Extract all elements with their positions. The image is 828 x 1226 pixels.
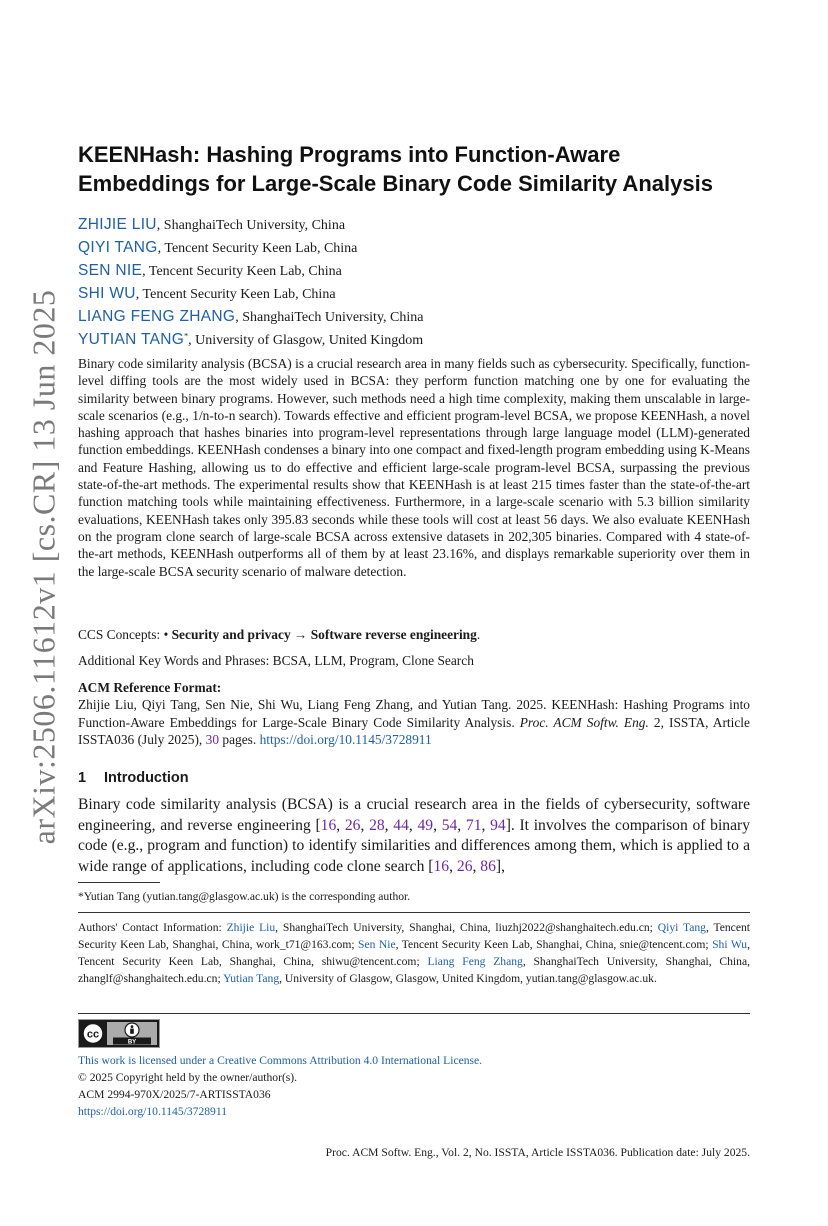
author-affiliation: , Tencent Security Keen Lab, China — [135, 287, 336, 302]
divider — [78, 912, 750, 913]
title-line-1: KEENHash: Hashing Programs into Function-Aware — [78, 142, 621, 167]
author-name[interactable]: SEN NIE — [78, 262, 143, 279]
contact-info: , University of Glasgow, Glasgow, United Kingdom, yutian.tang@glasgow.ac.uk. — [279, 972, 657, 985]
copyright-notice: © 2025 Copyright held by the owner/author(s). — [78, 1071, 298, 1084]
corresponding-author-footnote: *Yutian Tang (yutian.tang@glasgow.ac.uk) is the corresponding author. — [78, 890, 411, 903]
author-entry — [78, 214, 750, 237]
citation-link[interactable]: 86 — [480, 857, 496, 875]
contact-information — [78, 919, 750, 987]
license-block — [78, 1052, 482, 1120]
creative-commons-badge[interactable] — [78, 1019, 160, 1048]
author-affiliation: , University of Glasgow, United Kingdom — [188, 333, 424, 348]
acm-reference-heading: ACM Reference Format: — [78, 680, 222, 695]
citation-link[interactable]: 94 — [490, 816, 506, 834]
contact-info: , Tencent Security Keen Lab, Shanghai, China, shiwu@tencent.com; — [78, 938, 751, 968]
citation-link[interactable]: 49 — [417, 816, 434, 834]
author-entry — [78, 260, 750, 283]
ccs-concept: Security and privacy — [171, 627, 291, 642]
acm-reference-text — [78, 696, 750, 748]
contact-info: , ShanghaiTech University, Shanghai, China, zhanglf@shanghaitech.edu.cn; — [78, 955, 750, 985]
citation-link[interactable]: 26 — [456, 857, 473, 875]
author-affiliation: , Tencent Security Keen Lab, China — [157, 241, 358, 256]
author-affiliation: , Tencent Security Keen Lab, China — [142, 264, 342, 279]
author-entry — [78, 283, 750, 306]
license-link[interactable]: This work is licensed under a Creative Commons Attribution 4.0 International License. — [78, 1054, 483, 1067]
cc-by-icon — [79, 1020, 159, 1047]
ccs-subconcept: Software reverse engineering — [310, 627, 477, 642]
author-link[interactable]: Sen Nie — [358, 938, 396, 951]
author-entry — [78, 306, 750, 329]
author-entry — [78, 237, 750, 260]
author-list — [78, 214, 750, 352]
section-heading — [78, 770, 189, 786]
acm-reference-format — [78, 679, 750, 748]
author-affiliation: , ShanghaiTech University, China — [156, 218, 346, 233]
contact-info: , Tencent Security Keen Lab, Shanghai, China, snie@tencent.com; — [395, 938, 713, 951]
by-text: BY — [127, 1039, 137, 1046]
citation-link[interactable]: 71 — [465, 816, 482, 834]
citation-link[interactable]: 16 — [433, 857, 450, 875]
ccs-bullet: • — [163, 627, 172, 642]
author-link[interactable]: Zhijie Liu — [226, 921, 276, 934]
author-link[interactable]: Shi Wu — [712, 938, 748, 951]
intro-text: ], — [495, 857, 505, 875]
cc-text: cc — [86, 1028, 100, 1041]
citation-link[interactable]: 28 — [369, 816, 385, 834]
section-number: 1 — [78, 770, 87, 786]
intro-paragraph: Binary code similarity analysis (BCSA) is a crucial research area in the fields of cybersecurity, software engineering, and reverse engineering [16, 26, 28, 44, 49, 54, 71, 94]. It involves the comparison of binary code (e.g., program and function) to identify similarities and differences among them, which is applied to a wide range of applications, including code clone search [16, 26, 86], — [78, 796, 751, 875]
acm-ref-part: 2, ISSTA, Article ISSTA036 (July 2025), — [78, 714, 750, 747]
author-link[interactable]: Yutian Tang — [223, 972, 280, 985]
acm-ref-part: Zhijie Liu, Qiyi Tang, Sen Nie, Shi Wu, Liang Feng Zhang, and Yutian Tang. 2025. KEENHash: Hashing Programs into Function-Aware Embeddings for Large-Scale Binary Code Similarity Analysis. — [78, 697, 750, 730]
citation-link[interactable]: 44 — [393, 816, 409, 834]
intro-text: Binary code similarity analysis (BCSA) is a crucial research area in the fields of cybersecurity, software engineering, and reverse engineering [ — [78, 796, 750, 834]
contact-info: , Tencent Security Keen Lab, Shanghai, China, work_t71@163.com; — [78, 921, 750, 951]
section-title: Introduction — [104, 770, 189, 786]
page-footer: Proc. ACM Softw. Eng., Vol. 2, No. ISSTA, Article ISSTA036. Publication date: July 2025. — [325, 1146, 750, 1159]
author-entry — [78, 329, 750, 352]
corresponding-author-mark: * — [184, 331, 189, 341]
ccs-label: CCS Concepts: — [78, 627, 164, 642]
page-count-link[interactable]: 30 — [205, 731, 220, 747]
acm-ref-part: pages. — [219, 731, 260, 747]
author-link[interactable]: Liang Feng Zhang — [427, 955, 523, 968]
ccs-end: . — [476, 627, 481, 642]
ccs-arrow: → — [290, 627, 311, 642]
citation-link[interactable]: 54 — [441, 816, 458, 834]
abstract: Binary code similarity analysis (BCSA) is a crucial research area in many fields such as cybersecurity. Specifically, function-level diffing tools are the most widely used in BCSA: they perform function matching one by one for evaluating the similarity between binary programs. However, such methods need a high time complexity, making them unscalable in large-scale scenarios (e.g., 1/n-to-n search). Towards effective and efficient program-level BCSA, we propose KEENHash, a novel hashing approach that hashes binaries into program-level representations through large language model (LLM)-generated function embeddings. KEENHash condenses a binary into one compact and fixed-length program embedding using K-Means and Feature Hashing, allowing us to do effective and efficient large-scale program-level BCSA, surpassing the previous state-of-the-art methods. The experimental results show that KEENHash is at least 215 times faster than the state-of-the-art function matching tools while maintaining effectiveness. Furthermore, in a large-scale scenario with 5.3 billion similarity evaluations, KEENHash takes only 395.83 seconds while these tools will cost at least 56 days. We also evaluate KEENHash on the program clone search of large-scale BCSA across extensive datasets in 202,305 binaries. Compared with 4 state-of-the-art methods, KEENHash outperforms all of them by at least 23.16%, and displays remarkable superiority over them in the large-scale BCSA security scenario of malware detection. — [78, 356, 750, 579]
divider — [78, 1013, 750, 1014]
author-name[interactable]: YUTIAN TANG — [78, 331, 185, 348]
license-doi-link[interactable]: https://doi.org/10.1145/3728911 — [78, 1105, 228, 1118]
author-name[interactable]: LIANG FENG ZHANG — [78, 308, 236, 325]
acm-identifier: ACM 2994-970X/2025/7-ARTISSTA036 — [78, 1088, 271, 1101]
author-name[interactable]: ZHIJIE LIU — [78, 216, 157, 233]
contact-label: Authors' Contact Information: — [78, 921, 227, 934]
acm-ref-venue: Proc. ACM Softw. Eng. — [519, 714, 649, 730]
footnote-divider — [78, 882, 160, 883]
contact-info: , ShanghaiTech University, Shanghai, China, liuzhj2022@shanghaitech.edu.cn; — [275, 921, 658, 934]
author-name[interactable]: QIYI TANG — [78, 239, 158, 256]
title-line-2: Embeddings for Large-Scale Binary Code Similarity Analysis — [78, 171, 713, 196]
author-affiliation: , ShanghaiTech University, China — [235, 310, 424, 325]
doi-link[interactable]: https://doi.org/10.1145/3728911 — [259, 731, 432, 747]
arxiv-identifier: arXiv:2506.11612v1 [cs.CR] 13 Jun 2025 — [25, 289, 62, 845]
citation-link[interactable]: 16 — [320, 816, 337, 834]
author-name[interactable]: SHI WU — [78, 285, 136, 302]
keywords: Additional Key Words and Phrases: BCSA, LLM, Program, Clone Search — [78, 653, 474, 668]
ccs-concepts — [78, 626, 750, 643]
intro-text: ]. It involves the comparison of binary code (e.g., program and function) to identify similarities and differences among them, which is applied to a wide range of applications, including code clone search [ — [78, 816, 751, 875]
author-link[interactable]: Qiyi Tang — [657, 921, 706, 934]
paper-title — [78, 140, 778, 198]
citation-link[interactable]: 26 — [344, 816, 361, 834]
